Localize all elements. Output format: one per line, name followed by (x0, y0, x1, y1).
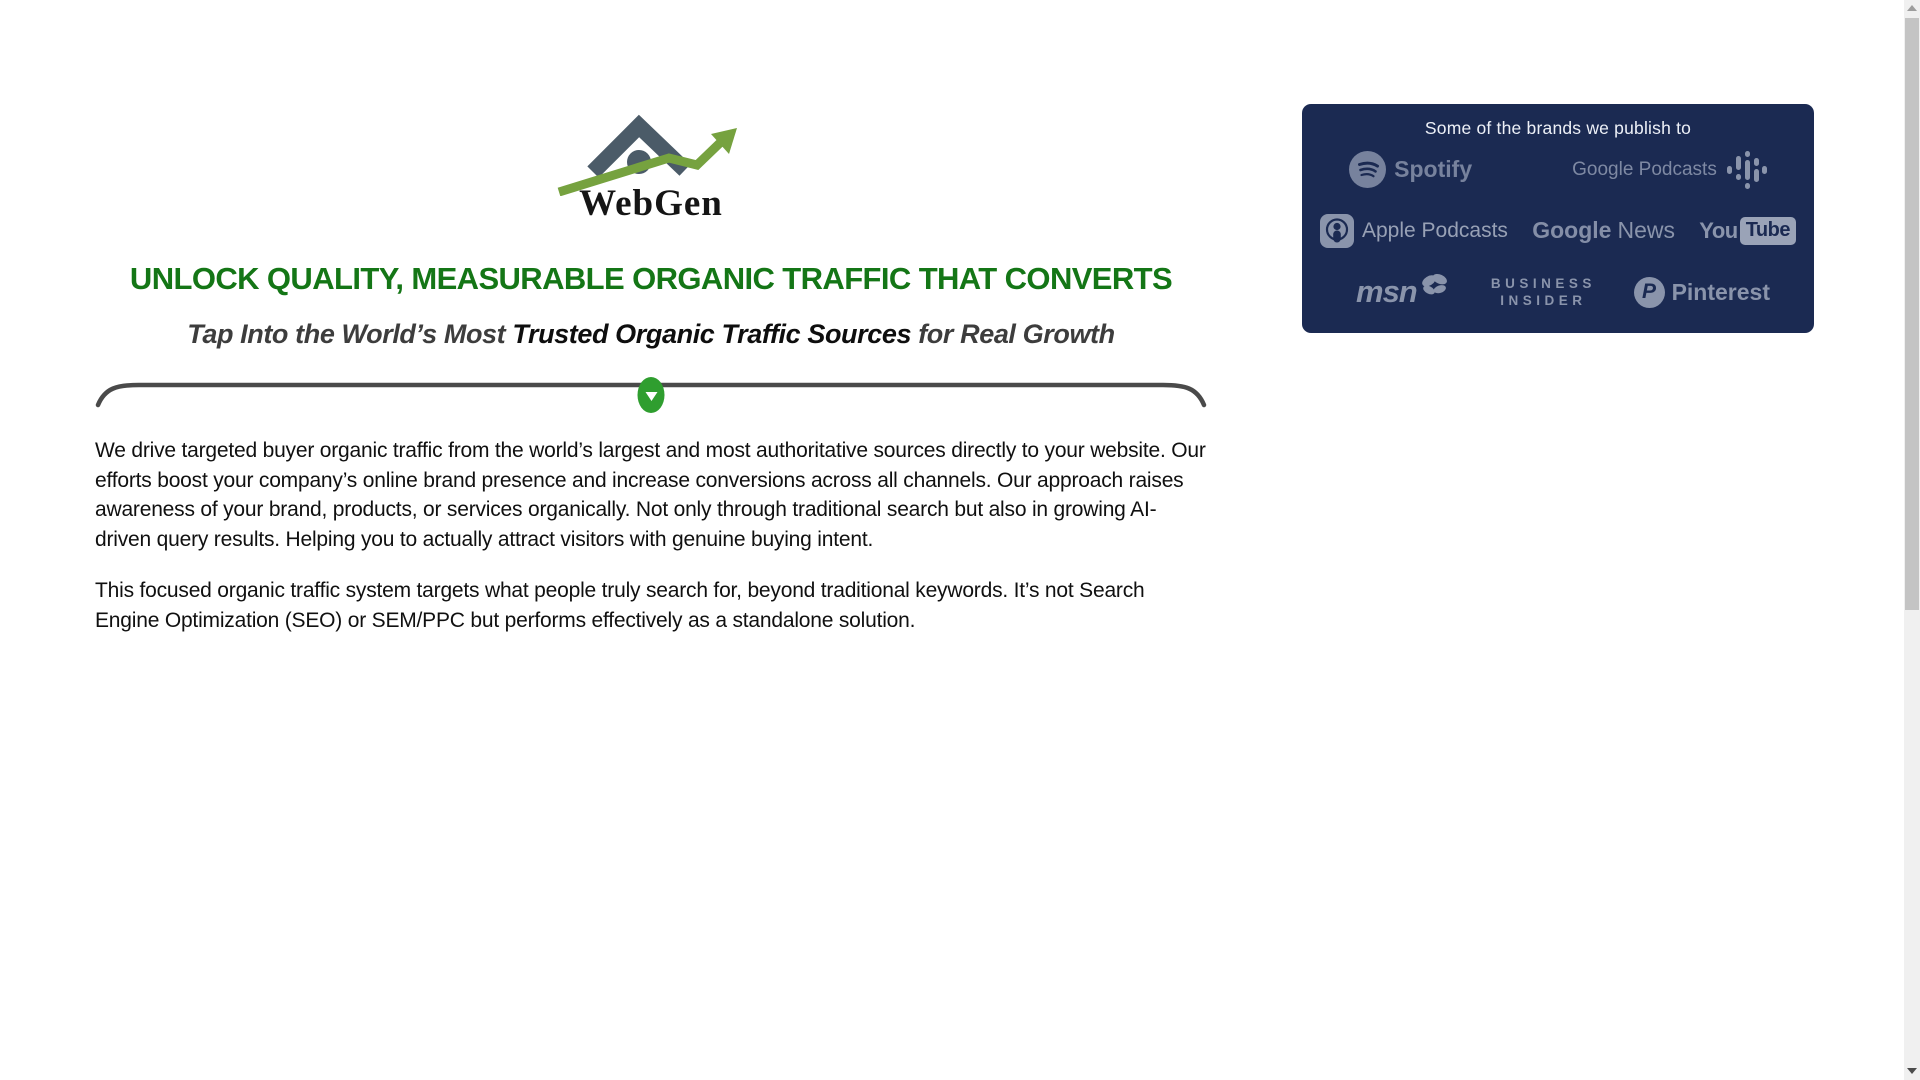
page-subtitle (95, 319, 1207, 350)
apple-podcasts-logo (1320, 214, 1508, 248)
business-insider-line2: INSIDER (1500, 293, 1587, 309)
google-news-logo (1532, 217, 1675, 244)
pinterest-p-icon: P (1634, 277, 1665, 308)
brands-panel-title: Some of the brands we publish to (1424, 118, 1692, 138)
scrollbar-down-arrow-icon[interactable] (1907, 1068, 1917, 1074)
brands-row-2 (1316, 200, 1800, 261)
butterfly-icon (1419, 272, 1449, 298)
down-arrow-glyph (645, 392, 657, 401)
brands-row-3 (1316, 262, 1800, 323)
google-news-word2: News (1617, 217, 1675, 244)
pinterest-label: Pinterest (1671, 278, 1770, 305)
intro-paragraph-1: We drive targeted buyer organic traffic from the world’s largest and most authoritative sources directly to your website. Our efforts boost your company’s online brand presence and increase conversions across all channels. Our approach raises awareness of your brand, products, or services organically. Not only through traditional search but also in growing AI-driven query results. Helping you to actually attract visitors with genuine buying intent. (95, 439, 1206, 551)
msn-label: msn (1356, 274, 1417, 310)
google-podcasts-label: Google Podcasts (1572, 158, 1717, 180)
business-insider-logo (1486, 275, 1596, 309)
apple-podcasts-icon (1320, 214, 1354, 248)
scrollbar[interactable] (1904, 0, 1920, 1080)
msn-logo (1356, 274, 1449, 310)
google-podcasts-logo (1572, 149, 1767, 191)
subtitle-suffix: for Real Growth (911, 319, 1115, 349)
webgen-logo (541, 100, 761, 225)
brands-panel (1302, 104, 1814, 333)
pinterest-logo (1634, 277, 1770, 308)
youtube-word1: You (1699, 217, 1738, 243)
main-content (95, 0, 1207, 635)
spotify-logo (1349, 151, 1472, 188)
google-podcasts-icon (1725, 149, 1767, 191)
business-insider-line1: BUSINESS (1490, 276, 1596, 292)
scrollbar-up-arrow-icon[interactable] (1907, 5, 1917, 11)
intro-paragraph-2: This focused organic traffic system targets what people truly search for, beyond traditional keywords. It’s not Search Engine Optimization (SEO) or SEM/PPC but performs effectively as a standalone solution. (95, 579, 1145, 632)
youtube-tube-badge: Tube (1740, 217, 1796, 245)
brands-row-1 (1316, 139, 1800, 200)
section-divider (95, 380, 1207, 420)
youtube-logo (1699, 217, 1796, 245)
scrollbar-thumb[interactable] (1905, 18, 1919, 610)
subtitle-prefix: Tap Into the World’s Most (187, 319, 513, 349)
apple-podcasts-label: Apple Podcasts (1362, 218, 1508, 242)
spotify-label: Spotify (1394, 156, 1473, 183)
spotify-icon (1349, 151, 1386, 188)
down-arrow-circle-icon (638, 377, 665, 413)
page-headline: UNLOCK QUALITY, MEASURABLE ORGANIC TRAFFIC THAT CONVERTS (129, 261, 1173, 296)
webgen-logo-text: WebGen (579, 183, 723, 224)
subtitle-emphasis: Trusted Organic Traffic Sources (512, 319, 912, 349)
google-news-word1: Google (1532, 217, 1612, 244)
